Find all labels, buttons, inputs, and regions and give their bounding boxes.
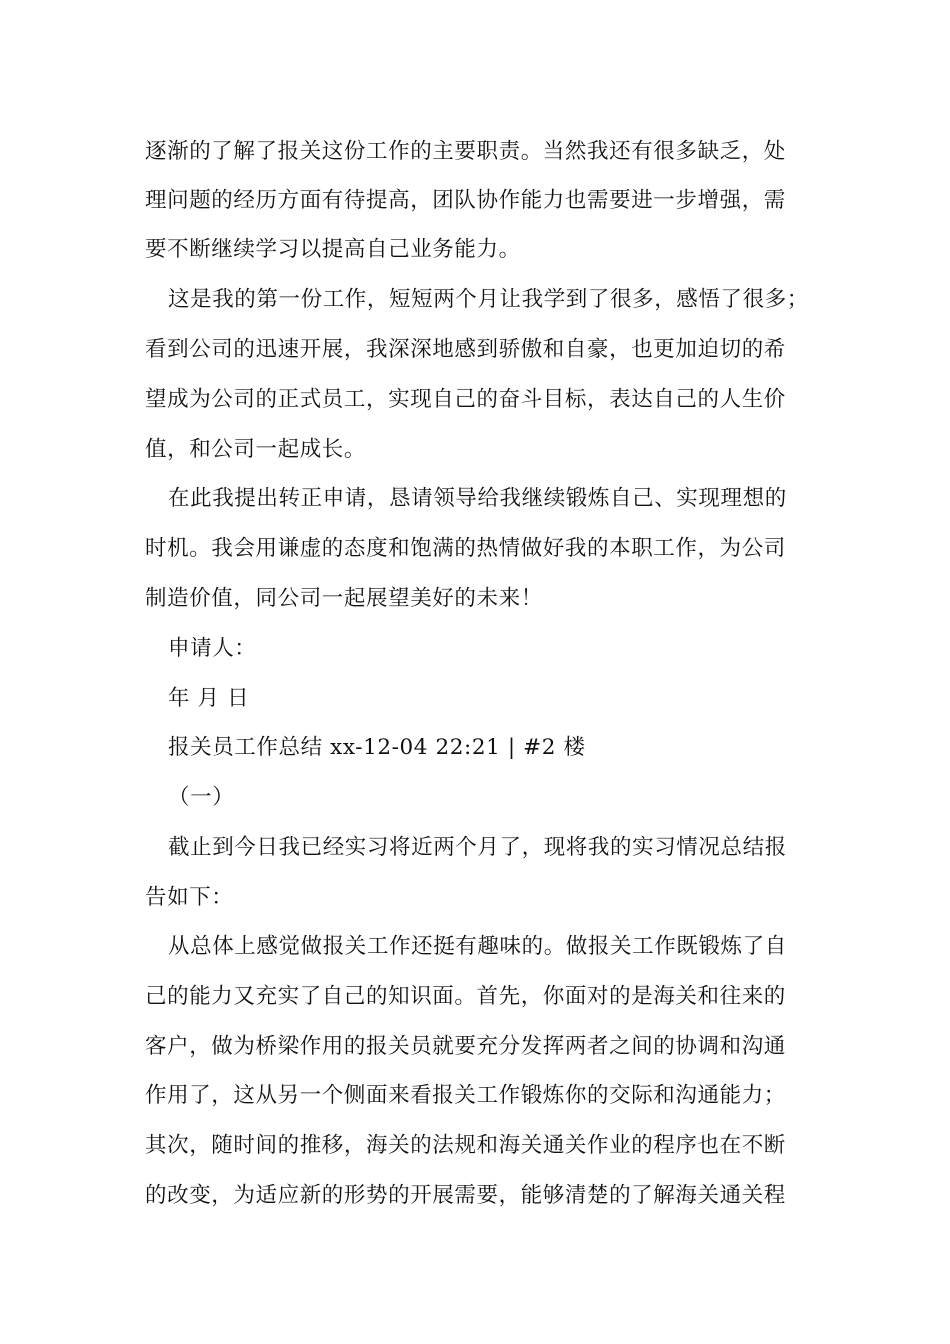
text-line: 看到公司的迅速开展，我深深地感到骄傲和自豪，也更加迫切的希 — [145, 337, 786, 362]
paragraph-first-line: 在此我提出转正申请，恳请领导给我继续锻炼自己、实现理想的 — [168, 486, 787, 511]
text-line: 值，和公司一起成长。 — [145, 437, 367, 462]
section-marker: （一） — [168, 785, 235, 810]
text-line: 客户，做为桥梁作用的报关员就要充分发挥两者之间的协调和沟通 — [145, 1034, 786, 1059]
applicant-label: 申请人： — [168, 636, 257, 661]
text-line: 其次，随时间的推移，海关的法规和海关通关作业的程序也在不断 — [145, 1133, 786, 1158]
text-line: 理问题的经历方面有待提高，团队协作能力也需要进一步增强，需 — [145, 188, 786, 213]
paragraph-first-line: 从总体上感觉做报关工作还挺有趣味的。做报关工作既锻炼了自 — [168, 934, 787, 959]
text-line: 逐渐的了解了报关这份工作的主要职责。当然我还有很多缺乏，处 — [145, 139, 786, 164]
text-line: 作用了，这从另一个侧面来看报关工作锻炼你的交际和沟通能力； — [145, 1083, 786, 1108]
date-line: 年 月 日 — [168, 686, 250, 711]
text-line: 的改变，为适应新的形势的开展需要，能够清楚的了解海关通关程 — [145, 1183, 786, 1208]
text-line: 己的能力又充实了自己的知识面。首先，你面对的是海关和往来的 — [145, 984, 786, 1009]
text-line: 告如下： — [145, 885, 234, 910]
post-header: 报关员工作总结 xx-12-04 22:21 | #2 楼 — [168, 735, 586, 760]
text-line: 望成为公司的正式员工，实现自己的奋斗目标，表达自己的人生价 — [145, 387, 786, 412]
text-line: 要不断继续学习以提高自己业务能力。 — [145, 237, 521, 262]
paragraph-first-line: 截止到今日我已经实习将近两个月了，现将我的实习情况总结报 — [168, 835, 787, 860]
text-line: 时机。我会用谦虚的态度和饱满的热情做好我的本职工作，为公司 — [145, 536, 786, 561]
paragraph-first-line: 这是我的第一份工作，短短两个月让我学到了很多，感悟了很多； — [168, 287, 809, 312]
text-line: 制造价值，同公司一起展望美好的未来！ — [145, 586, 543, 611]
